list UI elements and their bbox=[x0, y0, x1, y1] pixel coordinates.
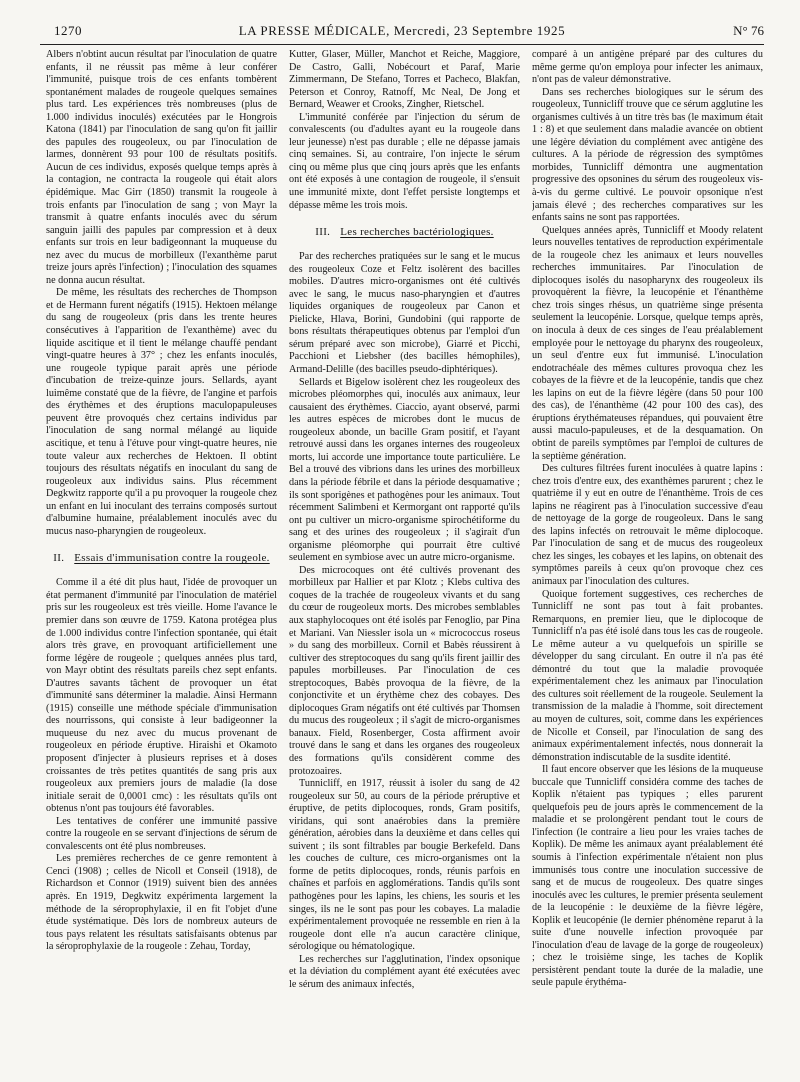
section-number: II. bbox=[53, 552, 65, 565]
section-title: Les recherches bactériologiques. bbox=[340, 226, 494, 239]
text-columns bbox=[46, 49, 764, 1074]
paragraph: Tunnicliff, en 1917, réussit à isoler du sang de 42 rougeoleux sur 50, au cours de la période préruptive et éruptive, de petits diplocoques, ronds, Gram positifs, viridans, qui sont anaérobies dans la première génération, aérobies dans la deuxième et dans celles qui suivent ; ils sont filtrables par bougie Berkefeld. Dans les couches de culture, ces micro-organismes ont la forme de petits diplocoques, ronds, réunis parfois en chaînes et parfois en agglomérations. Tandis qu'ils sont pathogènes pour les lapins, les chiens, les souris et les singes, ils ne le sont pas pour les cobayes. La maladie expérimentalement provoquée ne ressemble en rien à la rougeole dont elle n'a aucun caractère clinique, sérologique ou hématologique. bbox=[289, 778, 520, 953]
column-left bbox=[46, 49, 277, 1074]
header-rule bbox=[40, 44, 764, 45]
paragraph: Des cultures filtrées furent inoculées à quatre lapins : chez trois d'entre eux, des exanthèmes parurent ; chez le quatrième il y eut en outre de l'énanthème. Trois de ces lapins ne réagirent pas à l'inoculation successive d'eau de nettoyage de la gorge de rougeoleux. Dans le sang des lapins infectés on retrouvait le même diplocoque. Par l'inoculation de sang et de mucus des rougeoleux chez les singes, les cobayes et les lapins, on obtenait des symptômes pareils à ceux qu'on provoque chez ces animaux par l'inoculation des cultures. bbox=[532, 463, 763, 587]
paragraph: Quoique fortement suggestives, ces recherches de Tunnicliff ne sont pas tout à fait probantes. Remarquons, en premier lieu, que le diplocoque de Tunnicliff n'a pas été isolé dans tous les cas de rougeole. Le même auteur a vu quelquefois un spirille se développer du sang circulant. En outre il n'a pas été démontré du tout que la maladie provoquée expérimentalement chez les animaux par l'inoculation des cultures soit réellement de la rougeole. Seulement la transmission de la maladie à l'homme, soit directement au moyen de cultures, soit, comme dans les expériences de Nicolle et Conseil, par l'inoculation de sang des animaux expérimentalement infectés, nous donnerait la démonstration indiscutable de la susdite identité. bbox=[532, 588, 763, 763]
paragraph: Sellards et Bigelow isolèrent chez les rougeoleux des microbes pléomorphes qui, inoculés aux animaux, leur causaient des érythèmes. Ciaccio, ayant observé, parmi les autres espèces de microbes dont le mucus de rougeoleux abonde, un bacille Gram positif, et l'ayant retrouvé aussi dans les organes internes des rougeoleux morts, lui accorde une importance toute particulière. Le Bel a trouvé des vibrions dans les urines des morbilleux dans la période fébrile et dans la période desquamative ; ils sont sporigènes et pathogènes pour les animaux. Tout récemment Salimbeni et Kermorgant ont rapporté qu'ils ont pu cultiver un micro-organisme spirochétiforme du sang et des urines des rougeoleux ; il s'agirait d'un organisme pléomorphe qui pourrait être cultivé seulement en symbiose avec un autre micro-organisme. bbox=[289, 376, 520, 564]
paragraph: Comme il a été dit plus haut, l'idée de provoquer un état permanent d'immunité par l'inoculation de matériel pris sur les rougeoleux est très vieille. Home l'avance le premier dans son œuvre de 1759. Katona protégea plus de 1.000 individus contre l'infection spontanée, qui était alors très grave, en provoquant artificiellement une forme légère de rougeole ; quelques années plus tard, von Mayr obtint des résultats pareils chez sept enfants. D'autres savants tâchent de provoquer un état d'immunité sans déterminer la maladie. Ainsi Hermann (1915) conseille une méthode spéciale d'immunisation des nourrissons, qui consiste à leur badigeonner la muqueuse du nez avec du mucus provenant de rougeoleux en période éruptive. Hiraishi et Okamoto proposent d'injecter à plusieurs reprises et à doses croissantes de très petites quantités de sang pris aux rougeoleux aux premiers jours de maladie (la dose initiale serait de 0,0001 cmc) : les résultats qu'ils ont obtenus n'ont pas toujours été favorables. bbox=[46, 577, 277, 815]
paragraph: Des microcoques ont été cultivés provenant des morbilleux par Hallier et par Klotz ; Klebs cultiva des coques de la trachée de rougeoleux vivants et du sang du cœur de rougeoleux morts. Des microbes semblables aux staphylocoques ont été isolés par Fenoglio, par Pina et Mariani. Van Niessler isola un « micrococcus roseus » du sang des morbilleux. Cornil et Babès réussirent à cultiver des streptocoques du sang qu'ils firent jaillir des papules morbilleuses. Par l'inoculation de ces streptocoques, Babès provoqua de la fièvre, de la conjonctivite et un érythème chez des cobayes. Des diplocoques Gram négatifs ont été cultivés par Thomsen du mucus des rougeoleux ; il s'agit de micro-organismes banaux. Field, Rosenberger, Costa affirment avoir trouvé dans le sang et dans les organes des rougeoleux des formations qu'ils considèrent comme des protozoaires. bbox=[289, 564, 520, 777]
paragraph: Kutter, Glaser, Müller, Manchot et Reiche, Maggiore, De Castro, Galli, Nobécourt et Paraf, Marie Zimmermann, De Stefano, Torres et Pacheco, Blakfan, Peterson et Conroy, Ratnoff, Mc Neal, De Jong et Bernard, Weawer et Crooks, Zingher, Rietschel. bbox=[289, 49, 520, 111]
paragraph: Par des recherches pratiquées sur le sang et le mucus des rougeoleux Coze et Feltz isolèrent des bacilles mobiles. D'autres micro-organismes ont été cultivés avec le sang, le mucus naso-pharyngien et d'autres liquides organiques de rougeoleux par Canon et Pielicke, Hlava, Borini, Gundobini (qui rapporte de bons résultats thérapeutiques obtenus par l'emploi d'un sérum préparé avec son microbe), Giarré et Picchi, Pacchioni et Liebsher (des bacilles hémophiles), Armand-Delille (des bacilles pseudo-diphtériques). bbox=[289, 251, 520, 376]
page-number: 1270 bbox=[54, 23, 82, 38]
paragraph: comparé à un antigène préparé par des cultures du même germe qu'on employa pour infecter les animaux, n'ont pas de valeur démonstrative. bbox=[532, 49, 763, 86]
paragraph: Quelques années après, Tunnicliff et Moody relatent leurs nouvelles tentatives de reproduction expérimentale de la rougeole chez les animaux et leurs nouvelles recherches immunitaires. Par l'inoculation de diplocoques isolés du nasopharynx des rougeoleux ils provoquèrent la fièvre, la leucopénie et l'énanthème chez trois singes rhésus, un quatrième singe présenta seulement la leucopénie. Lorsque, quelque temps après, on inocula à deux de ces singes de l'eau préalablement employée pour le nettoyage du pharynx des rougeoleux, un seul d'entre eux fut immunisé. L'inoculation endotrachéale des mêmes cultures provoqua chez les cobayes de la fièvre et de la leucopénie, tandis que chez les lapins on eut de la fièvre légère (dans 50 pour 100 des cas), de l'énanthème (42 pour 100 des cas), des éruptions érythémateuses répandues, qui pouvaient être aussi maculo-papuleuses, et de la desquamation. On obtint de pareils symptômes par l'emploi de cultures de la septième génération. bbox=[532, 224, 763, 462]
paragraph: Dans ses recherches biologiques sur le sérum des rougeoleux, Tunnicliff trouve que ce sérum agglutine les organismes cultivés à un titre très bas (le maximum était 1 : 8) et que seulement dans maladie avancée on obtient une légère déviation du complément avec antigène des cultures. A la période de régression des symptômes morbides, Tunnicliff démontra une augmentation progressive des opsonines du sérum des rougeoleux vis-à-vis du germe cultivé. Le pouvoir opsonique n'est jamais élevé ; des recherches comparatives sur les enfants sains ne sont pas rapportées. bbox=[532, 86, 763, 224]
paragraph: Les premières recherches de ce genre remontent à Cenci (1908) ; celles de Nicoll et Conseil (1918), de Richardson et Connor (1919) suivent bien des années après. En 1919, Degkwitz expérimenta largement la méthode de la séroprophylaxie, il en fit l'objet d'une étude systématique. Dès lors de nombreux auteurs de tous pays relatent les résultats satisfaisants obtenus par la séroprophylaxie de la rougeole : Zehau, Torday, bbox=[46, 853, 277, 953]
page-header bbox=[40, 20, 764, 42]
section-title: Essais d'immunisation contre la rougeole. bbox=[74, 552, 270, 565]
paragraph: Les tentatives de conférer une immunité passive contre la rougeole en se servant d'injections de sérum de convalescents ont été plus nombreuses. bbox=[46, 815, 277, 852]
paragraph: Les recherches sur l'agglutination, l'index opsonique et la déviation du complément ayant été exécutées avec le sérum des animaux infectés, bbox=[289, 953, 520, 990]
section-heading bbox=[46, 552, 277, 565]
paragraph: De même, les résultats des recherches de Thompson et de Hermann furent négatifs (1915). Hektoen mélange du sang de rougeoleux (pris dans les trente heures consécutives à l'apparition de l'exanthème) avec du liquide ascitique et il tient le mélange chauffé pendant vingt-quatre heures à 37° ; chez les enfants inoculés, une rougeole typique parait après une période d'incubation de treize-quinze jours. Sellards, ayant luimême constaté que de la fièvre, de l'angine et parfois des érythèmes et des éruptions maculopapuleuses peuvent être provoqués chez certains individus par l'inoculation de sang normal mélangé au liquide ascitique, et tenu à l'étuve pour vingt-quatre heures, nie toute valeur aux recherches de Hektoen. Il obtint toujours des résultats négatifs en inoculant du sang de rougeoleux aux individus sains. Plus récemment Degkwitz rapporte qu'il a pu provoquer la rougeole chez un enfant en lui inoculant des terrains composés surtout d'albumine humaine, préalablement inoculés avec du mucus naso-pharyngien de rougeoleux. bbox=[46, 287, 277, 537]
column-right bbox=[532, 49, 763, 1074]
paragraph: L'immunité conférée par l'injection du sérum de convalescents (ou d'adultes ayant eu la rougeole dans leur jeunesse) n'est pas durable ; elle ne dépasse jamais cinq semaines. Si, au contraire, l'on injecte le sérum cinq ou même plus que cinq jours après que les enfants ont été exposés à une contagion de rougeole, il s'ensuit une immunité mixte, dont l'effet persiste longtemps et dépasse même les trois mois. bbox=[289, 111, 520, 211]
column-middle bbox=[289, 49, 520, 1074]
paragraph: Albers n'obtint aucun résultat par l'inoculation de quatre enfants, il ne réussit pas même à leur conférer l'immunité, puisque trois de ces enfants tombèrent spontanément malades de rougeole quelques semaines plus tard. Les expériences très nombreuses (plus de 1.000 individus inoculés) exécutées par le Hongrois Katona (1841) par l'inoculation de sang qu'on fit jaillir des papules des rougeoleux, ou par l'inoculation de larmes, donnèrent 93 pour 100 de résultats positifs. Aucun de ces individus, exposés quelque temps après à la contagion, ne contracta la rougeole qui était alors épidémique. Mac Girr (1850) transmit la rougeole à trois enfants par l'inoculation de sang ; von Mayr la transmit à quatre enfants inoculés avec du sérum sanguin jailli des papules par compression et à deux enfants sur trois en leur badigeonnant la muqueuse du nez avec du mucus de morbilleux (l'exanthème parut treize jours après l'infection) ; l'inoculation des squames ne donna aucun résultat. bbox=[46, 49, 277, 286]
journal-title: LA PRESSE MÉDICALE, Mercredi, 23 Septembre 1925 bbox=[238, 23, 566, 38]
issue-number: N° 76 bbox=[733, 23, 764, 38]
section-number: III. bbox=[315, 226, 331, 239]
section-heading bbox=[289, 226, 520, 239]
paragraph: Il faut encore observer que les lésions de la muqueuse buccale que Tunnicliff considéra comme des taches de Koplik n'étaient pas typiques ; elles parurent quelquefois peu de jours après le commencement de la maladie et se prolongèrent pendant tout le cours de l'infection (le contraire a lieu pour les vraies taches de Koplik). De même les animaux ayant préalablement été soumis à l'infection expérimentale n'étaient non plus immunisés tous contre une inoculation successive de sang et de mucus de rougeoleux. Des quatre singes inoculés avec les cultures, le premier présenta seulement de la leucopénie : le deuxième de la fièvre légère, Koplik et leucopénie (le dernier phénomène reparut à la suite d'une nouvelle infection provoquée par l'inoculation d'eau de lavage de la gorge de rougeoleux) ; chez le troisième singe, les taches de Koplik persistèrent pendant toute la durée de la maladie, une seule papule érythéma- bbox=[532, 764, 763, 989]
